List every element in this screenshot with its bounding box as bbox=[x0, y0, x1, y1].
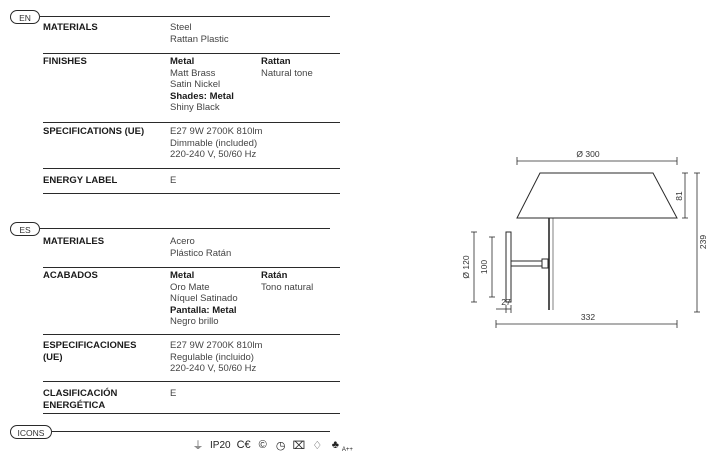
divider bbox=[43, 168, 340, 169]
es-finishes-label: ACABADOS bbox=[43, 270, 98, 281]
ip20-icon: IP20 bbox=[210, 439, 231, 451]
divider bbox=[43, 381, 340, 382]
divider bbox=[43, 334, 340, 335]
en-materials-label: MATERIALS bbox=[43, 22, 98, 33]
en-energy-label: ENERGY LABEL bbox=[43, 175, 118, 186]
en-badge: EN bbox=[10, 10, 40, 24]
ukca-mark-icon: © bbox=[258, 439, 267, 451]
class-i-earth-icon: ⏚ bbox=[192, 440, 204, 452]
es-top-rule bbox=[40, 228, 330, 229]
dim-label-81: 81 bbox=[674, 191, 684, 201]
es-section bbox=[10, 222, 330, 422]
es-finishes-rattan: Ratán Tono natural bbox=[261, 270, 314, 293]
divider bbox=[43, 267, 340, 268]
en-top-rule bbox=[40, 16, 330, 17]
dim-label-100: 100 bbox=[479, 259, 489, 275]
es-materials-values: Acero Plástico Ratán bbox=[170, 236, 232, 259]
en-finishes-rattan: Rattan Natural tone bbox=[261, 56, 313, 79]
divider bbox=[43, 413, 340, 414]
es-badge: ES bbox=[10, 222, 40, 236]
ce-mark-icon: C€ bbox=[236, 439, 251, 451]
en-spec-values: E27 9W 2700K 810lm Dimmable (included) 220-240 V, 50/60 Hz bbox=[170, 126, 263, 160]
energy-class-label: A++ bbox=[341, 447, 353, 453]
en-materials-values: Steel Rattan Plastic bbox=[170, 22, 229, 45]
wall-plate bbox=[506, 232, 511, 302]
energy-class-icon: ♣ bbox=[331, 439, 339, 451]
divider bbox=[43, 122, 340, 123]
technical-drawing bbox=[461, 140, 710, 340]
es-finishes-metal: Metal Oro Mate Níquel Satinado Pantalla: Metal Negro brillo bbox=[170, 270, 238, 327]
divider bbox=[43, 193, 340, 194]
bulb-icon: ♢ bbox=[312, 439, 323, 452]
es-energy-value: E bbox=[170, 388, 177, 399]
icons-badge: ICONS bbox=[10, 425, 52, 439]
en-section bbox=[10, 10, 330, 210]
en-spec-label: SPECIFICATIONS (UE) bbox=[43, 126, 145, 137]
es-spec-label: ESPECIFICACIONES (UE) bbox=[43, 340, 137, 363]
es-energy-label: CLASIFICACIÓN ENERGÉTICA bbox=[43, 388, 118, 411]
dim-label-239: 239 bbox=[698, 234, 708, 250]
dim-label-300: Ø 300 bbox=[576, 149, 600, 159]
dim-label-332: 332 bbox=[580, 312, 596, 322]
divider bbox=[43, 53, 340, 54]
en-finishes-label: FINISHES bbox=[43, 56, 87, 67]
weee-bin-icon: ⌧ bbox=[292, 439, 306, 452]
en-energy-value: E bbox=[170, 175, 177, 186]
lamp-shade bbox=[517, 173, 677, 218]
certification-icons bbox=[192, 437, 353, 453]
es-spec-values: E27 9W 2700K 810lm Regulable (incluido) 220-240 V, 50/60 Hz bbox=[170, 340, 263, 374]
no-dimmer-icon: ◷ bbox=[275, 439, 286, 452]
dim-label-120: Ø 120 bbox=[461, 255, 471, 279]
dim-label-27: 27 bbox=[501, 297, 511, 307]
es-materials-label: MATERIALES bbox=[43, 236, 105, 247]
icons-top-rule bbox=[52, 431, 330, 432]
en-finishes-metal: Metal Matt Brass Satin Nickel Shades: Metal Shiny Black bbox=[170, 56, 234, 113]
